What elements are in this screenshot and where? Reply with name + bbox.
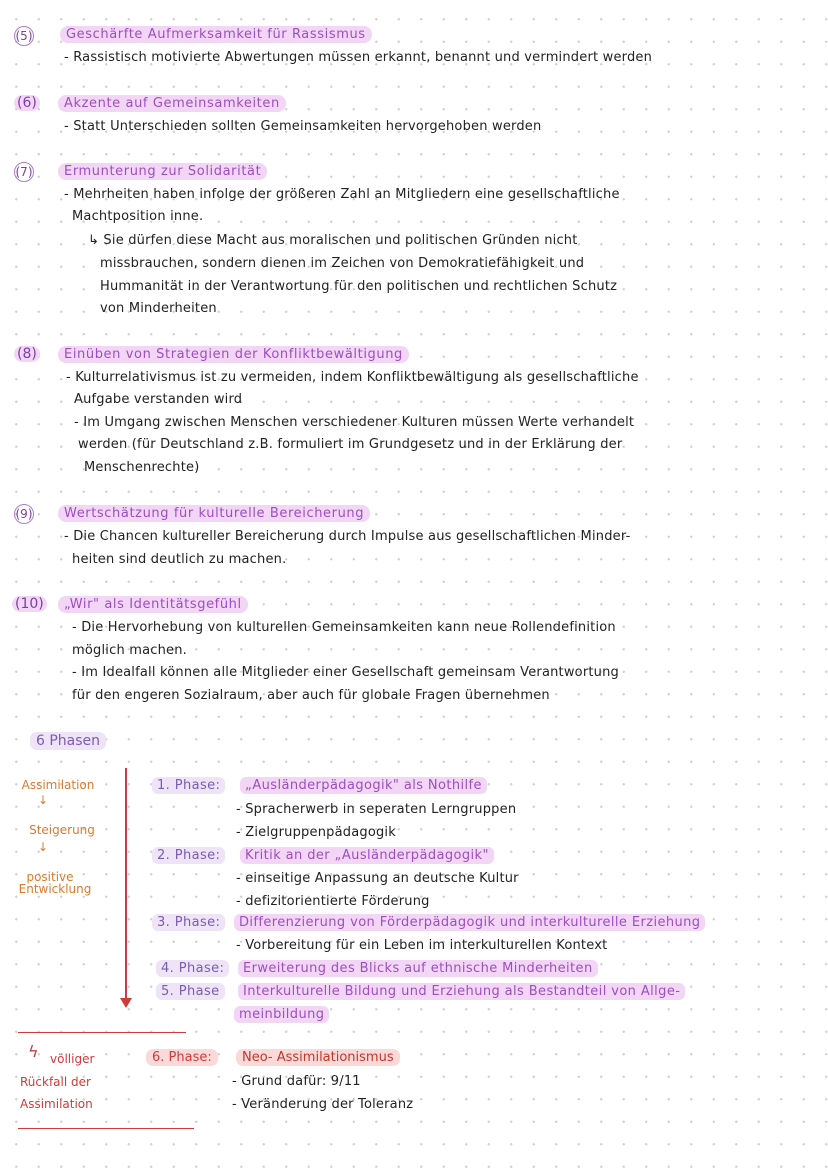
- item-number: (8): [14, 346, 40, 362]
- item-line: werden (für Deutschland z.B. formuliert im Grundgesetz und in der Erklärung der: [78, 437, 623, 452]
- section-heading: 6 Phasen: [30, 732, 106, 750]
- item-line: - Die Chancen kultureller Bereicherung durch Impulse aus gesellschaftlichen Minder-: [64, 529, 631, 544]
- divider: [18, 1032, 186, 1033]
- item-line: Hummanität in der Verantwortung für den politischen und rechtlichen Schutz: [100, 279, 618, 294]
- side-label-positive: positive: [26, 870, 74, 884]
- phase-label: 2. Phase:: [152, 847, 225, 864]
- phase-line: - Vorbereitung für ein Leben im interkulturellen Kontext: [236, 938, 608, 953]
- phase-label: 5. Phase: [156, 983, 225, 1000]
- item-line: Menschenrechte): [84, 460, 200, 475]
- phase-title: Kritik an der „Ausländerpädagogik": [240, 847, 494, 864]
- item-number: (10): [12, 596, 47, 612]
- divider: [18, 1128, 194, 1129]
- item-line: - Die Hervorhebung von kulturellen Gemeinsamkeiten kann neue Rollendefinition: [72, 620, 616, 635]
- item-line: missbrauchen, sondern dienen im Zeichen von Demokratiefähigkeit und: [100, 256, 585, 271]
- phase-line: - Grund dafür: 9/11: [232, 1074, 361, 1089]
- item-line: - Im Umgang zwischen Menschen verschiedener Kulturen müssen Werte verhandelt: [74, 415, 635, 430]
- item-line: ↳ Sie dürfen diese Macht aus moralischen und politischen Gründen nicht: [88, 233, 578, 248]
- side-label-assimilation: Assimilation: [21, 778, 95, 792]
- item-line: heiten sind deutlich zu machen.: [72, 552, 287, 567]
- phase-line: - Zielgruppenpädagogik: [236, 825, 396, 840]
- item-title: Einüben von Strategien der Konfliktbewältigung: [58, 346, 409, 363]
- phase-title: Erweiterung des Blicks auf ethnische Minderheiten: [238, 960, 598, 977]
- phase-line: - defizitorientierte Förderung: [236, 894, 430, 909]
- arrow-down-icon: [120, 998, 132, 1008]
- item-line: - Kulturrelativismus ist zu vermeiden, indem Konfliktbewältigung als gesellschaftliche: [66, 370, 639, 385]
- down-arrow-icon: ↓: [37, 840, 49, 854]
- item-title: Wertschätzung für kulturelle Bereicherung: [58, 505, 370, 522]
- side-label: Rückfall der: [20, 1075, 91, 1089]
- item-line: möglich machen.: [72, 643, 187, 658]
- phase-label: 6. Phase:: [146, 1049, 218, 1066]
- item-line: - Statt Unterschieden sollten Gemeinsamkeiten hervorgehoben werden: [64, 119, 542, 134]
- item-number: (6): [14, 95, 40, 111]
- item-number: (9): [14, 504, 34, 524]
- item-line: Machtposition inne.: [72, 209, 204, 224]
- item-title: „Wir" als Identitätsgefühl: [58, 596, 248, 613]
- item-number: (5): [14, 26, 34, 46]
- phase-label: 4. Phase:: [156, 960, 229, 977]
- phase-line: - Spracherwerb in seperaten Lerngruppen: [236, 802, 517, 817]
- phase-line: - Veränderung der Toleranz: [232, 1097, 414, 1112]
- phase-title: Interkulturelle Bildung und Erziehung als Bestandteil von Allge-: [238, 983, 685, 1000]
- phase-label: 3. Phase:: [152, 914, 225, 931]
- item-line: - Rassistisch motivierte Abwertungen müssen erkannt, benannt und vermindert werden: [64, 50, 653, 65]
- phase-title: Neo- Assimilationismus: [236, 1049, 400, 1066]
- phase-title: „Ausländerpädagogik" als Nothilfe: [240, 777, 487, 794]
- side-label-entwicklung: Entwicklung: [18, 882, 92, 896]
- item-line: - Mehrheiten haben infolge der größeren Zahl an Mitgliedern eine gesellschaftliche: [64, 187, 620, 202]
- lightning-icon: ϟ: [28, 1042, 39, 1061]
- timeline-line: [125, 768, 127, 1003]
- item-line: - Im Idealfall können alle Mitglieder einer Gesellschaft gemeinsam Verantwortung: [72, 665, 620, 680]
- down-arrow-icon: ↓: [37, 793, 49, 807]
- item-number: (7): [14, 162, 34, 182]
- item-title: Geschärfte Aufmerksamkeit für Rassismus: [60, 26, 372, 43]
- item-line: von Minderheiten: [100, 301, 217, 316]
- phase-line: - einseitige Anpassung an deutsche Kultur: [236, 871, 519, 886]
- item-title: Akzente auf Gemeinsamkeiten: [58, 95, 286, 112]
- item-line: Aufgabe verstanden wird: [74, 392, 243, 407]
- phase-label: 1. Phase:: [152, 777, 225, 794]
- item-title: Ermunterung zur Solidarität: [58, 163, 267, 180]
- phase-title: meinbildung: [234, 1006, 329, 1023]
- phase-title: Differenzierung von Förderpädagogik und interkulturelle Erziehung: [234, 914, 705, 931]
- side-label: Assimilation: [20, 1097, 93, 1111]
- side-label-steigerung: Steigerung: [29, 823, 95, 837]
- side-label: völliger: [50, 1052, 95, 1066]
- item-line: für den engeren Sozialraum, aber auch für globale Fragen übernehmen: [72, 688, 550, 703]
